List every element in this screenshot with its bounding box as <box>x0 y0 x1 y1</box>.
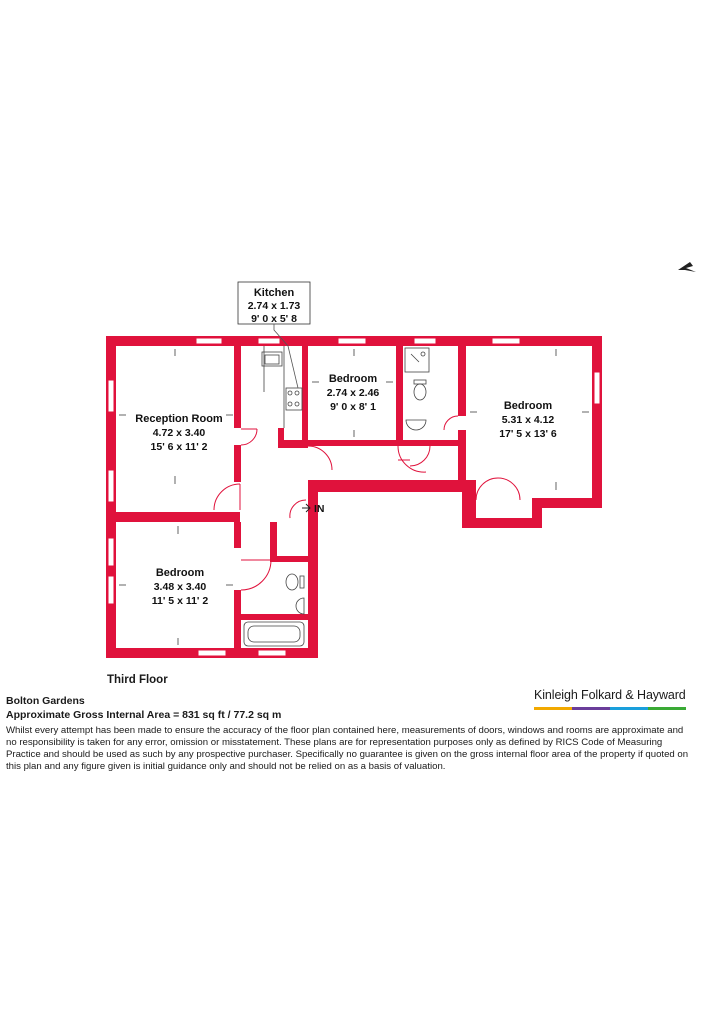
disclaimer-text: Whilst every attempt has been made to ensure the accuracy of the floor plan contained here, measurements of doors, windows and rooms are approximate and no responsibility is taken for any error, omission or misstatement. These plans are for representation purposes only as defined by RICS Code of Measuring Practice and should be used as such by any prospective purchaser. Specifically no guarantee is given on the gross internal floor area of the property if quoted on this plan and any figure given is initial guidance only and should not be relied on as a basis of valuation. <box>6 725 689 772</box>
bedroom-main-name: Bedroom <box>503 400 553 412</box>
kitchen-metric: 2.74 x 1.73 <box>247 300 301 312</box>
brand-stripe-segment <box>572 707 610 710</box>
brand-logo <box>534 688 686 710</box>
window-icon <box>108 338 600 656</box>
entrance-label: IN <box>314 503 325 515</box>
bedroom-lower-name: Bedroom <box>155 567 205 579</box>
bedroom-main-metric: 5.31 x 4.12 <box>501 414 555 426</box>
reception-metric: 4.72 x 3.40 <box>152 427 206 439</box>
bedroom-lower-imperial: 11' 5 x 11' 2 <box>151 595 209 607</box>
brand-stripe-segment <box>610 707 648 710</box>
property-name: Bolton Gardens <box>6 695 85 707</box>
brand-stripe <box>534 707 686 710</box>
bedroom-small-name: Bedroom <box>328 373 378 385</box>
bedroom-lower-metric: 3.48 x 3.40 <box>153 581 207 593</box>
hob-icon <box>284 346 302 428</box>
sink-icon <box>262 346 282 392</box>
shower-icon <box>405 348 429 372</box>
bath-icon <box>244 622 304 646</box>
kitchen-callout-pointer <box>274 324 298 388</box>
reception-imperial: 15' 6 x 11' 2 <box>150 441 208 453</box>
brand-stripe-segment <box>648 707 686 710</box>
kitchen-name: Kitchen <box>253 287 295 299</box>
bedroom-main-imperial: 17' 5 x 13' 6 <box>499 428 557 440</box>
floor-name: Third Floor <box>107 674 168 686</box>
kitchen-imperial: 9' 0 x 5' 8 <box>251 313 297 325</box>
bedroom-small-imperial: 9' 0 x 8' 1 <box>330 401 376 413</box>
reception-name: Reception Room <box>135 413 223 425</box>
brand-name: Kinleigh Folkard & Hayward <box>534 688 686 702</box>
compass-arrow-icon <box>678 262 696 272</box>
entrance-marker <box>302 503 325 515</box>
bedroom-small-metric: 2.74 x 2.46 <box>326 387 380 399</box>
gross-area: Approximate Gross Internal Area = 831 sq ft / 77.2 sq m <box>6 709 282 721</box>
brand-stripe-segment <box>534 707 572 710</box>
